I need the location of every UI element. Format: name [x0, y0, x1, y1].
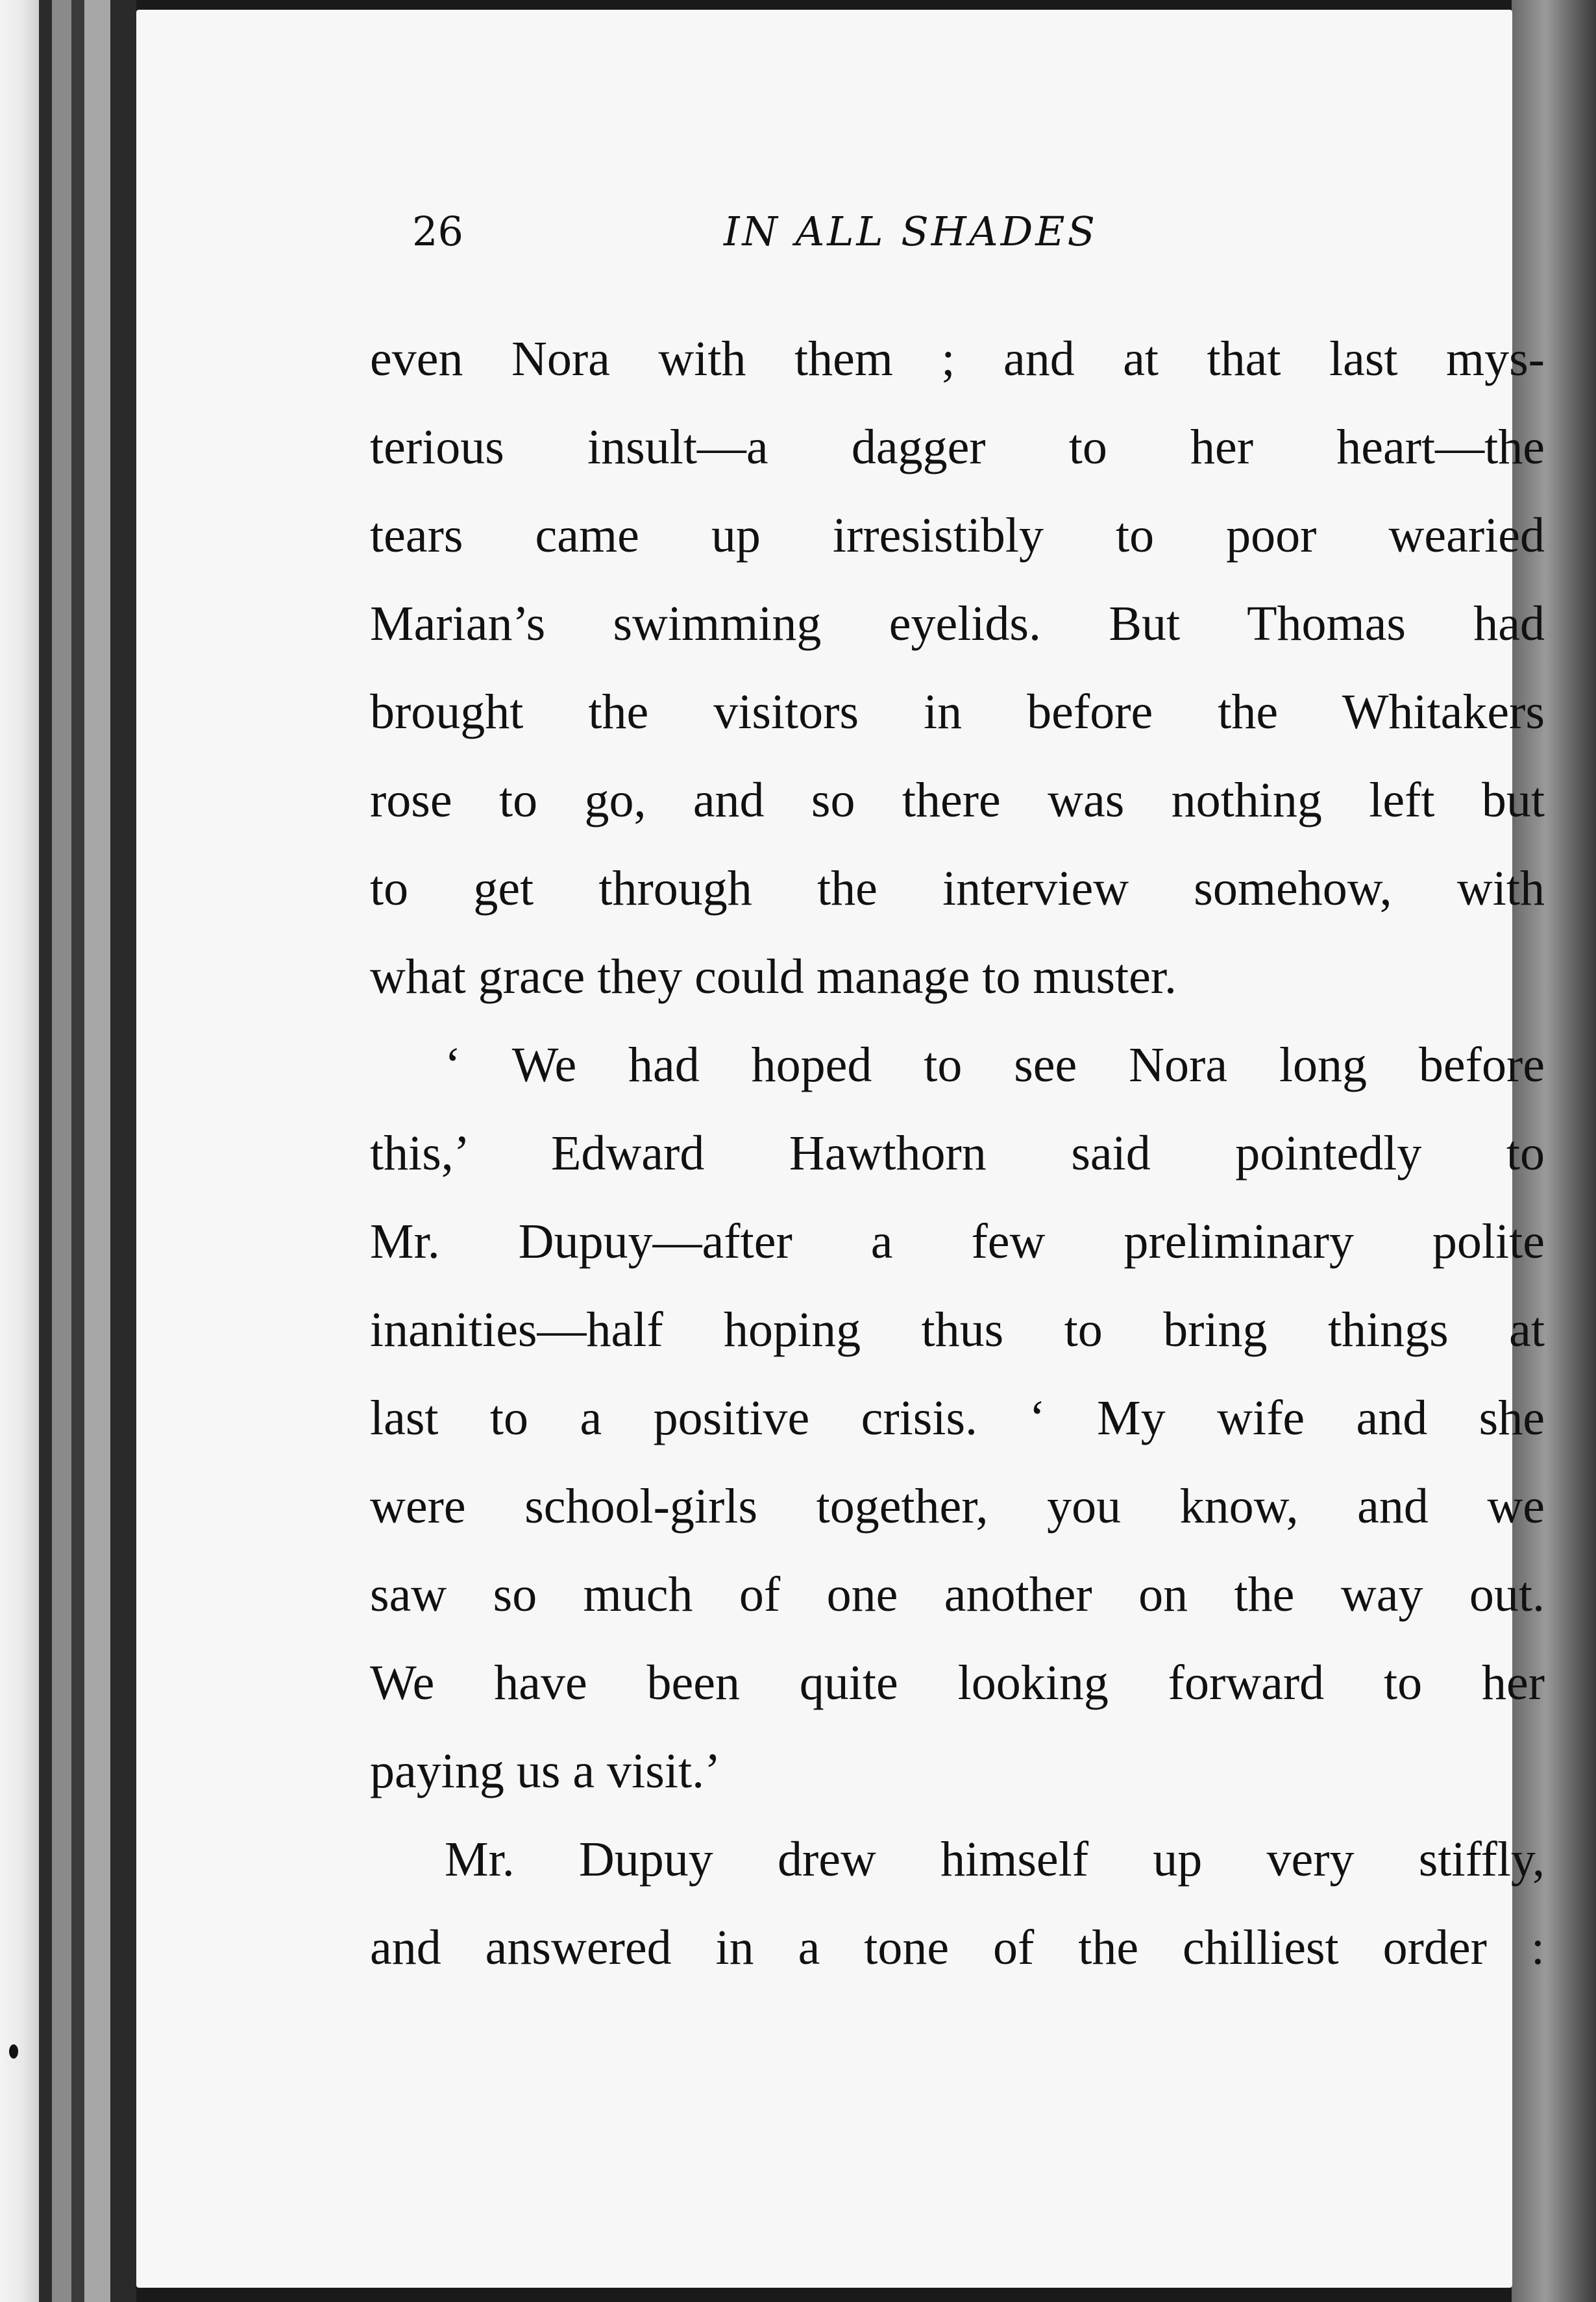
text-line: and answered in a tone of the chilliest order :	[370, 1920, 1545, 1975]
text-line: Mr. Dupuy drew himself up very stiffly,	[445, 1832, 1545, 1887]
text-line: tears came up irresistibly to poor wearied	[370, 508, 1545, 563]
text-line: Marian’s swimming eyelids. But Thomas had	[370, 596, 1545, 651]
page-header	[136, 208, 1512, 266]
book-edge-left	[0, 0, 39, 2302]
text-line: ‘ We had hoped to see Nora long before	[445, 1038, 1545, 1092]
book-page	[136, 10, 1545, 2288]
text-line: saw so much of one another on the way out.	[370, 1567, 1545, 1622]
text-line: paying us a visit.’	[370, 1744, 721, 1798]
text-line: terious insult—a dagger to her heart—the	[370, 420, 1545, 474]
text-line: to get through the interview somehow, with	[370, 861, 1545, 916]
text-line: brought the visitors in before the Whitakers	[370, 685, 1545, 739]
text-line: We have been quite looking forward to her	[370, 1656, 1545, 1710]
text-line: what grace they could manage to muster.	[370, 949, 1177, 1004]
scan-speck	[9, 2044, 18, 2059]
page-stack	[71, 0, 84, 2302]
text-line: even Nora with them ; and at that last mys-	[370, 332, 1545, 386]
page-stack	[84, 0, 110, 2302]
text-line: last to a positive crisis. ‘ My wife and she	[370, 1391, 1545, 1445]
text-line: Mr. Dupuy—after a few preliminary polite	[370, 1214, 1545, 1269]
page-stack	[110, 0, 136, 2302]
text-line: this,’ Edward Hawthorn said pointedly to	[370, 1126, 1545, 1181]
running-head: IN ALL SHADES	[724, 208, 1098, 255]
text-line: inanities—half hoping thus to bring things at	[370, 1303, 1545, 1357]
page-stack	[39, 0, 52, 2302]
body-text	[370, 315, 1545, 1992]
page-number: 26	[412, 208, 463, 255]
text-line: were school-girls together, you know, and we	[370, 1479, 1545, 1534]
text-line: rose to go, and so there was nothing left but	[370, 773, 1545, 827]
page-stack	[52, 0, 71, 2302]
